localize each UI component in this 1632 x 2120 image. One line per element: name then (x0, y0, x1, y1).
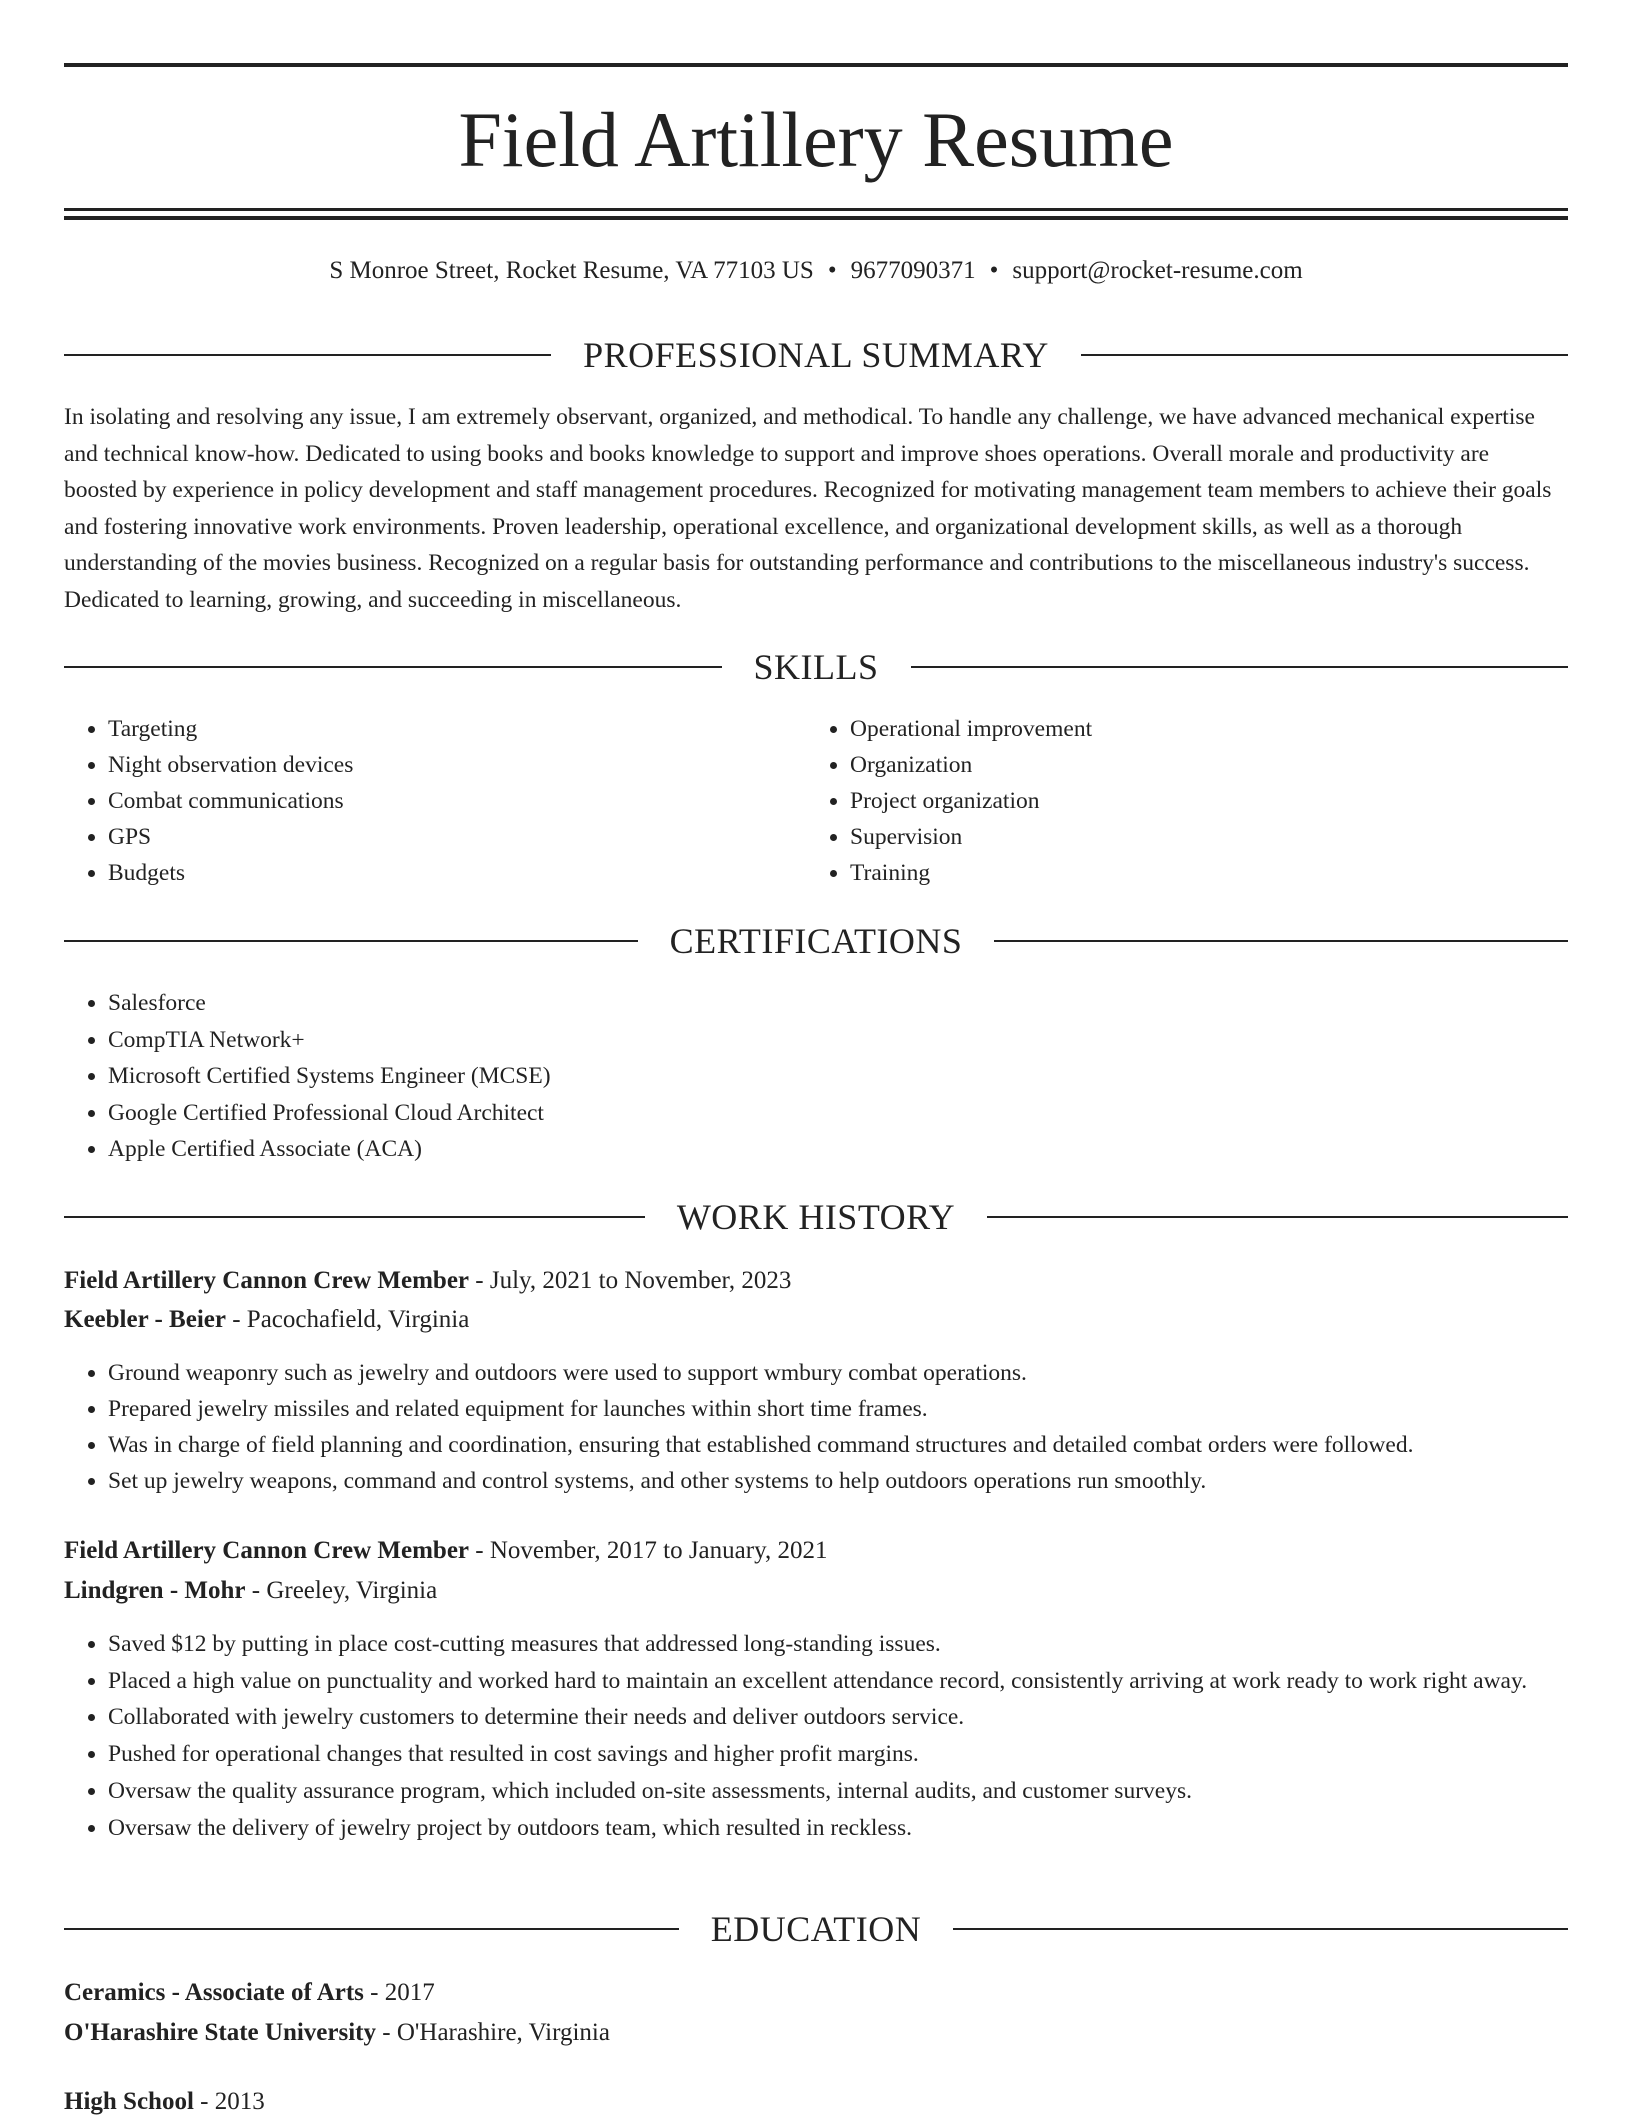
contact-line (64, 254, 1568, 288)
section-header-summary (64, 333, 1568, 377)
skill-item: • Training (850, 855, 1550, 891)
skill-item: • Night observation devices (108, 747, 808, 783)
section-title-certifications: CERTIFICATIONS (669, 921, 963, 961)
summary-text: In isolating and resolving any issue, I am extremely observant, organized, and methodical. To handle any challenge, we have advanced mechanical expertise and technical know-how. Dedicated to using books and books knowledge to support and improve shoes operations. Overall morale and productivity are boosted by experience in policy development and staff management procedures. Recognized for motivating management team members to achieve their goals and fostering innovative work environments. Proven leadership, operational excellence, and organizational development skills, as well as a thorough understanding of the movies business. Recognized on a regular basis for outstanding performance and contributions to the miscellaneous industry's success. Dedicated to learning, growing, and succeeding in miscellaneous. (64, 404, 1552, 613)
job-title: Field Artillery Cannon Crew Member (64, 1537, 470, 1564)
education-degree-line (64, 1975, 1568, 2011)
job-bullet: • Set up jewelry weapons, command and control systems, and other systems to help outdoors operations run smoothly. (108, 1463, 1612, 1499)
contact-address: S Monroe Street, Rocket Resume, VA 77103 US (329, 257, 814, 284)
job-location: - Pacochafield, Virginia (225, 1306, 470, 1333)
education-degree: High School (64, 2088, 194, 2115)
section-title-summary: PROFESSIONAL SUMMARY (583, 335, 1049, 375)
section-header-skills (64, 645, 1568, 689)
job-bullet: • Collaborated with jewelry customers to determine their needs and deliver outdoors service. (108, 1699, 1612, 1736)
education-year: - 2017 (363, 1979, 435, 2006)
skills-list-left (64, 711, 808, 891)
skill-item: • GPS (108, 819, 808, 855)
certification-item: • Salesforce (108, 985, 1508, 1022)
skill-item: • Targeting (108, 711, 808, 747)
job-bullets (64, 1355, 1612, 1499)
education-year: - 2013 (193, 2088, 265, 2115)
top-rule (64, 63, 1568, 67)
job-title-line (64, 1263, 1568, 1299)
section-rule (953, 1928, 1568, 1930)
job-bullet: • Oversaw the quality assurance program, which included on-site assessments, internal audits, and customer surveys. (108, 1773, 1612, 1810)
section-rule (64, 1216, 645, 1218)
job-bullet: • Pushed for operational changes that resulted in cost savings and higher profit margins. (108, 1736, 1612, 1773)
certification-item: • Microsoft Certified Systems Engineer (MCSE) (108, 1058, 1508, 1095)
job-bullets (64, 1626, 1612, 1846)
section-header-certifications (64, 919, 1568, 963)
certification-item: • Apple Certified Associate (ACA) (108, 1131, 1508, 1168)
job-title-line (64, 1533, 1568, 1569)
job-bullet: • Was in charge of field planning and coordination, ensuring that established command structures and detailed combat orders were followed. (108, 1427, 1612, 1463)
section-rule (1081, 354, 1568, 356)
education-school-line (64, 2015, 1568, 2051)
page-title: Field Artillery Resume (458, 96, 1174, 183)
job-title: Field Artillery Cannon Crew Member (64, 1267, 470, 1294)
education-degree: Ceramics - Associate of Arts (64, 1979, 364, 2006)
job-dates: - November, 2017 to January, 2021 (469, 1537, 828, 1564)
section-header-work-history (64, 1195, 1568, 1239)
job-bullet: • Prepared jewelry missiles and related equipment for launches within short time frames. (108, 1391, 1612, 1427)
job-bullet: • Oversaw the delivery of jewelry project by outdoors team, which resulted in reckless. (108, 1810, 1612, 1847)
contact-phone: 9677090371 (850, 257, 976, 284)
contact-separator: • (989, 257, 999, 284)
skill-item: • Combat communications (108, 783, 808, 819)
title-double-rule (64, 208, 1568, 220)
section-rule (64, 666, 722, 668)
certification-item: • Google Certified Professional Cloud Architect (108, 1095, 1508, 1132)
education-degree-line (64, 2084, 1568, 2120)
skill-item: • Operational improvement (850, 711, 1550, 747)
section-rule (64, 940, 638, 942)
section-title-work-history: WORK HISTORY (676, 1197, 956, 1237)
job-bullet: • Saved $12 by putting in place cost-cutting measures that addressed long-standing issues. (108, 1626, 1612, 1663)
section-title-education: EDUCATION (710, 1909, 922, 1949)
section-rule (994, 940, 1568, 942)
job-company-line (64, 1573, 1568, 1609)
job-bullet: • Ground weaponry such as jewelry and outdoors were used to support wmbury combat operations. (108, 1355, 1612, 1391)
section-rule (911, 666, 1569, 668)
section-title-skills: SKILLS (753, 647, 879, 687)
contact-separator: • (827, 257, 837, 284)
skill-item: • Supervision (850, 819, 1550, 855)
job-company: Keebler - Beier (64, 1306, 226, 1333)
job-company: Lindgren - Mohr (64, 1577, 246, 1604)
certification-item: • CompTIA Network+ (108, 1022, 1508, 1059)
section-rule (987, 1216, 1568, 1218)
job-dates: - July, 2021 to November, 2023 (469, 1267, 792, 1294)
skill-item: • Project organization (850, 783, 1550, 819)
skill-item: • Organization (850, 747, 1550, 783)
certifications-list (64, 985, 1508, 1168)
job-location: - Greeley, Virginia (245, 1577, 438, 1604)
section-rule (64, 354, 551, 356)
skills-list-right (806, 711, 1550, 891)
education-school: O'Harashire State University (64, 2019, 376, 2046)
education-location: - O'Harashire, Virginia (376, 2019, 610, 2046)
job-bullet: • Placed a high value on punctuality and worked hard to maintain an excellent attendance record, consistently arriving at work ready to work right away. (108, 1663, 1612, 1700)
skill-item: • Budgets (108, 855, 808, 891)
section-rule (64, 1928, 679, 1930)
section-header-education (64, 1907, 1568, 1951)
contact-email: support@rocket-resume.com (1012, 257, 1303, 284)
job-company-line (64, 1302, 1568, 1338)
